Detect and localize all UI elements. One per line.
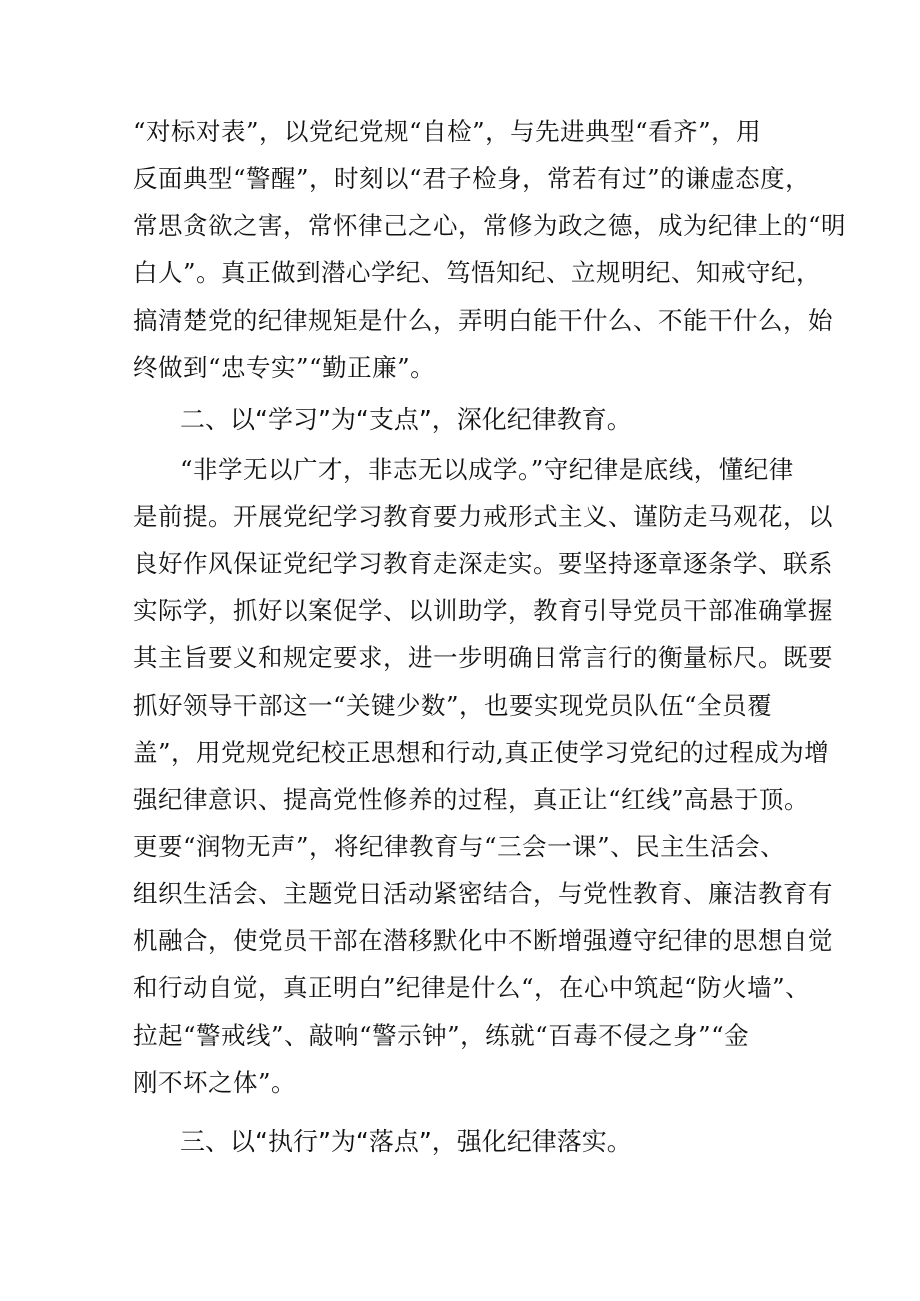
paragraph-line: 组织生活会、主题党日活动紧密结合，与党性教育、廉洁教育有 — [133, 879, 833, 908]
paragraph-line: 盖”，用党规党纪校正思想和行动,真正使学习党纪的过程成为增 — [133, 738, 830, 767]
paragraph-line: 刚不坏之体”。 — [133, 1068, 297, 1097]
section-heading-3: 三、以“执行”为“落点”，强化纪律落实。 — [180, 1127, 632, 1156]
section-heading-2: 二、以“学习”为“支点”，深化纪律教育。 — [180, 405, 632, 434]
paragraph-line: 机融合，使党员干部在潜移默化中不断增强遵守纪律的思想自觉 — [133, 926, 833, 955]
paragraph-line: 终做到“忠专实”“勤正廉”。 — [133, 353, 436, 382]
paragraph-line: 是前提。开展党纪学习教育要力戒形式主义、谨防走马观花，以 — [133, 502, 833, 531]
paragraph-line: “对标对表”，以党纪党规“自检”，与先进典型“看齐”，用 — [133, 117, 762, 146]
paragraph-line: 和行动自觉，真正明白”纪律是什么“，在心中筑起“防火墙”、 — [133, 973, 811, 1002]
paragraph-line: 拉起“警戒线”、敲响“警示钟”，练就“百毒不侵之身”“金 — [133, 1021, 750, 1050]
paragraph-line: 更要“润物无声”，将纪律教育与“三会一课”、民主生活会、 — [133, 832, 786, 861]
paragraph-line: 白人”。真正做到潜心学纪、笃悟知纪、立规明纪、知戒守纪， — [133, 258, 822, 287]
paragraph-line: 良好作风保证党纪学习教育走深走实。要坚持逐章逐条学、联系 — [133, 549, 833, 578]
paragraph-line: 抓好领导干部这一“关键少数”，也要实现党员队伍“全员覆 — [133, 691, 773, 720]
paragraph-line: 实际学，抓好以案促学、以训助学，教育引导党员干部准确掌握 — [133, 596, 833, 625]
paragraph-line: 反面典型“警醒”，时刻以“君子检身，常若有过”的谦虚态度， — [133, 164, 811, 193]
paragraph-line: “非学无以广才，非志无以成学。”守纪律是底线，懂纪律 — [180, 455, 794, 484]
paragraph-line: 常思贪欲之害，常怀律己之心，常修为政之德，成为纪律上的“明 — [133, 211, 847, 240]
paragraph-line: 搞清楚党的纪律规矩是什么，弄明白能干什么、不能干什么，始 — [133, 306, 833, 335]
paragraph-line: 其主旨要义和规定要求，进一步明确日常言行的衡量标尺。既要 — [133, 643, 833, 672]
paragraph-line: 强纪律意识、提高党性修养的过程，真正让“红线”高悬于顶。 — [133, 785, 810, 814]
